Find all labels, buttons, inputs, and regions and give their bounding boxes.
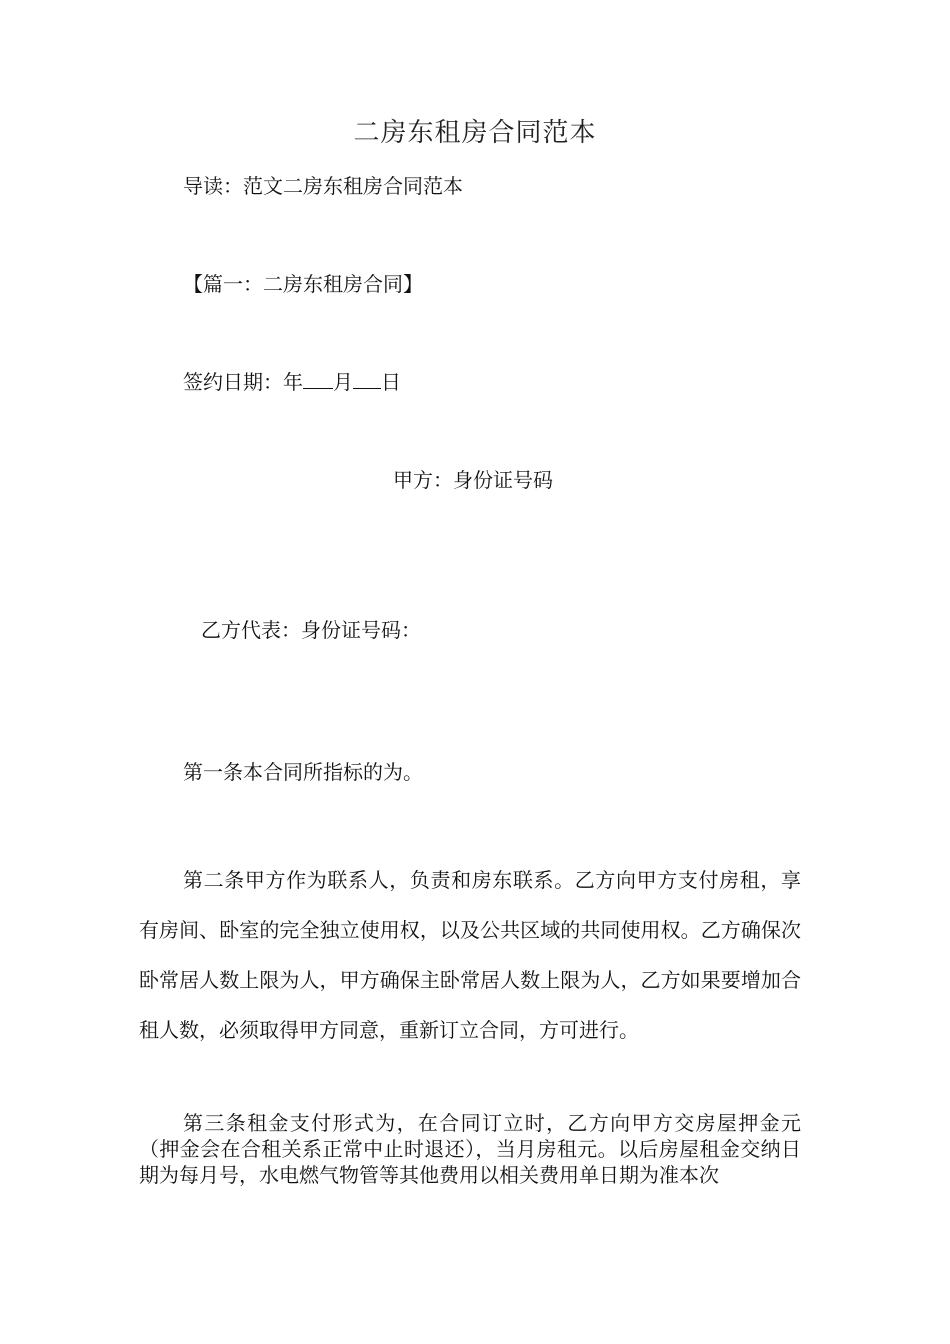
- article-3: 第三条租金支付形式为，在合同订立时，乙方向甲方交房屋押金元（押金会在合租关系正常中止时退还），当月房租元。以后房屋租金交纳日期为每月号，水电燃气物管等其他费用以相关费用单日期为准本次: [139, 1111, 801, 1187]
- sign-date-label: 签约日期：年: [183, 370, 303, 394]
- article-2: 第二条甲方作为联系人，负责和房东联系。乙方向甲方支付房租，享有房间、卧室的完全独立使用权，以及公共区域的共同使用权。乙方确保次卧常居人数上限为人，甲方确保主卧常居人数上限为人，乙方如果要增加合租人数，必须取得甲方同意，重新订立合同，方可进行。: [139, 868, 801, 1042]
- sign-date-month: 月: [333, 370, 353, 394]
- party-b-line: 乙方代表：身份证号码：: [201, 618, 421, 642]
- intro-line: 导读：范文二房东租房合同范本: [183, 174, 463, 198]
- month-blank: [303, 370, 333, 389]
- document-title: 二房东租房合同范本: [353, 118, 597, 148]
- sign-date-day: 日: [381, 370, 401, 394]
- article-1: 第一条本合同所指标的为。: [183, 760, 423, 784]
- sign-date-line: [183, 368, 401, 396]
- party-a-line: 甲方：身份证号码: [393, 468, 553, 492]
- section-heading: 【篇一：二房东租房合同】: [183, 272, 423, 296]
- day-blank: [353, 370, 381, 389]
